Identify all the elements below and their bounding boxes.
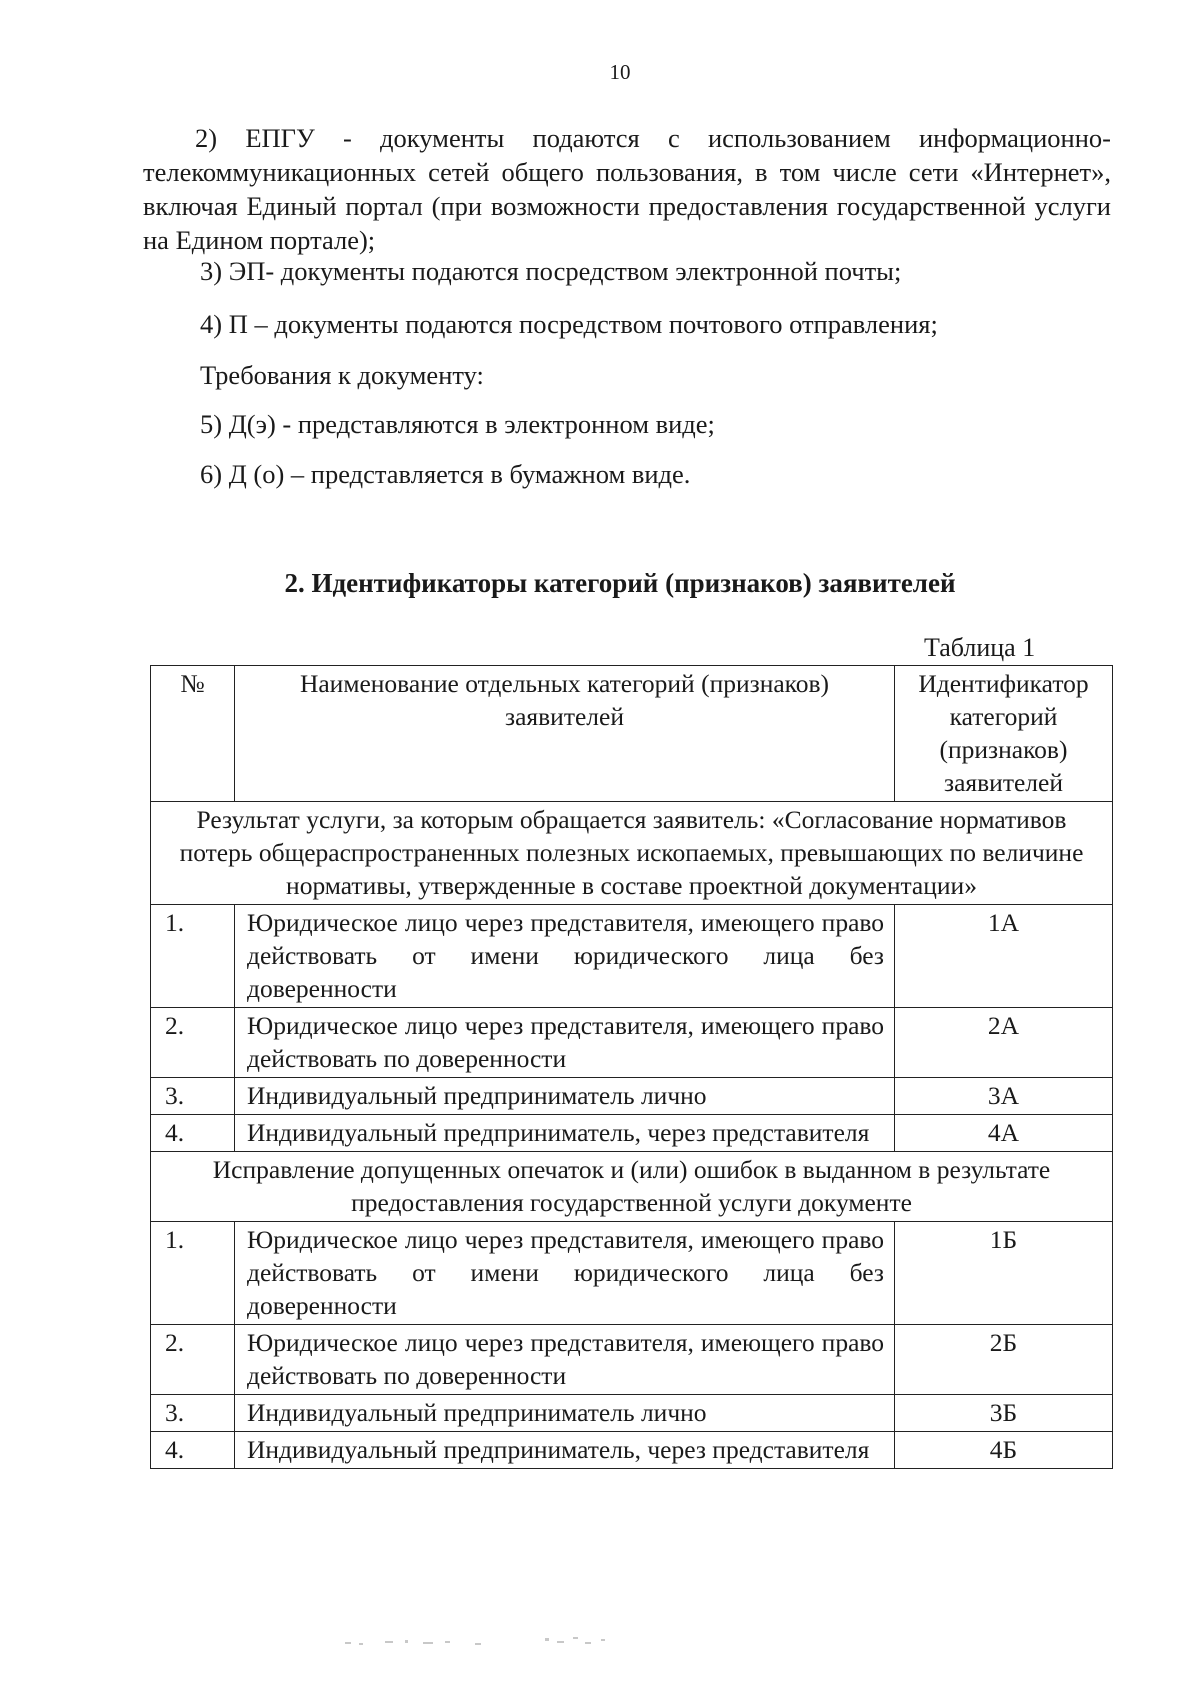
table-row xyxy=(151,1222,1113,1325)
group-title: Результат услуги, за которым обращается заявитель: «Согласование нормативов потерь общераспространенных полезных ископаемых, превышающих по величине нормативы, утвержденные в составе проектной документации» xyxy=(151,802,1113,905)
table-header-row xyxy=(151,666,1113,802)
section-heading: 2. Идентификаторы категорий (признаков) заявителей xyxy=(284,568,956,598)
table-row xyxy=(151,1008,1113,1078)
row-number: 4. xyxy=(151,1115,235,1152)
group-row-approval xyxy=(151,802,1113,905)
row-number: 1. xyxy=(151,905,235,1008)
paragraph-epgu xyxy=(143,121,1111,257)
row-identifier: 4Б xyxy=(895,1432,1113,1469)
table-row xyxy=(151,1078,1113,1115)
row-number: 4. xyxy=(151,1432,235,1469)
row-number: 2. xyxy=(151,1325,235,1395)
table-row xyxy=(151,1325,1113,1395)
row-identifier: 3А xyxy=(895,1078,1113,1115)
row-number: 3. xyxy=(151,1395,235,1432)
requirements-heading: Требования к документу: xyxy=(200,360,484,390)
row-category-name: Юридическое лицо через представителя, имеющего право действовать по доверенности xyxy=(235,1325,895,1395)
row-identifier: 4А xyxy=(895,1115,1113,1152)
row-identifier: 1Б xyxy=(895,1222,1113,1325)
row-number: 1. xyxy=(151,1222,235,1325)
row-number: 2. xyxy=(151,1008,235,1078)
paragraph-paper: 6) Д (о) – представляется в бумажном виде. xyxy=(200,459,691,489)
paragraph-post: 4) П – документы подаются посредством почтового отправления; xyxy=(200,309,938,339)
table-row xyxy=(151,1115,1113,1152)
row-number: 3. xyxy=(151,1078,235,1115)
row-identifier: 2А xyxy=(895,1008,1113,1078)
paragraph-epgu-text: 2) ЕПГУ - документы подаются с использованием информационно-телекоммуникационных сетей общего пользования, в том числе сети «Интернет», включая Единый портал (при возможности предоставления государственной услуги на Едином портале); xyxy=(143,123,1111,255)
row-category-name: Индивидуальный предприниматель лично xyxy=(235,1395,895,1432)
table-row xyxy=(151,1432,1113,1469)
paragraph-electronic: 5) Д(э) - представляются в электронном виде; xyxy=(200,409,715,439)
row-category-name: Юридическое лицо через представителя, имеющего право действовать по доверенности xyxy=(235,1008,895,1078)
categories-table-wrapper xyxy=(150,665,1112,1469)
page-number: 10 xyxy=(609,60,631,84)
scan-artifact xyxy=(345,1632,665,1652)
paragraph-ep: 3) ЭП- документы подаются посредством электронной почты; xyxy=(200,256,902,286)
row-identifier: 3Б xyxy=(895,1395,1113,1432)
table-row xyxy=(151,1395,1113,1432)
group-row-corrections xyxy=(151,1152,1113,1222)
header-number: № xyxy=(151,666,235,802)
row-category-name: Индивидуальный предприниматель, через представителя xyxy=(235,1432,895,1469)
header-category-name: Наименование отдельных категорий (признаков) заявителей xyxy=(235,666,895,802)
row-identifier: 1А xyxy=(895,905,1113,1008)
categories-table xyxy=(150,665,1113,1469)
header-identifier: Идентификатор категорий (признаков) заявителей xyxy=(895,666,1113,802)
row-category-name: Юридическое лицо через представителя, имеющего право действовать от имени юридического лица без доверенности xyxy=(235,1222,895,1325)
row-category-name: Юридическое лицо через представителя, имеющего право действовать от имени юридического лица без доверенности xyxy=(235,905,895,1008)
group-title: Исправление допущенных опечаток и (или) ошибок в выданном в результате предоставления государственной услуги документе xyxy=(151,1152,1113,1222)
row-category-name: Индивидуальный предприниматель лично xyxy=(235,1078,895,1115)
table-caption: Таблица 1 xyxy=(924,633,1036,662)
row-category-name: Индивидуальный предприниматель, через представителя xyxy=(235,1115,895,1152)
row-identifier: 2Б xyxy=(895,1325,1113,1395)
table-row xyxy=(151,905,1113,1008)
